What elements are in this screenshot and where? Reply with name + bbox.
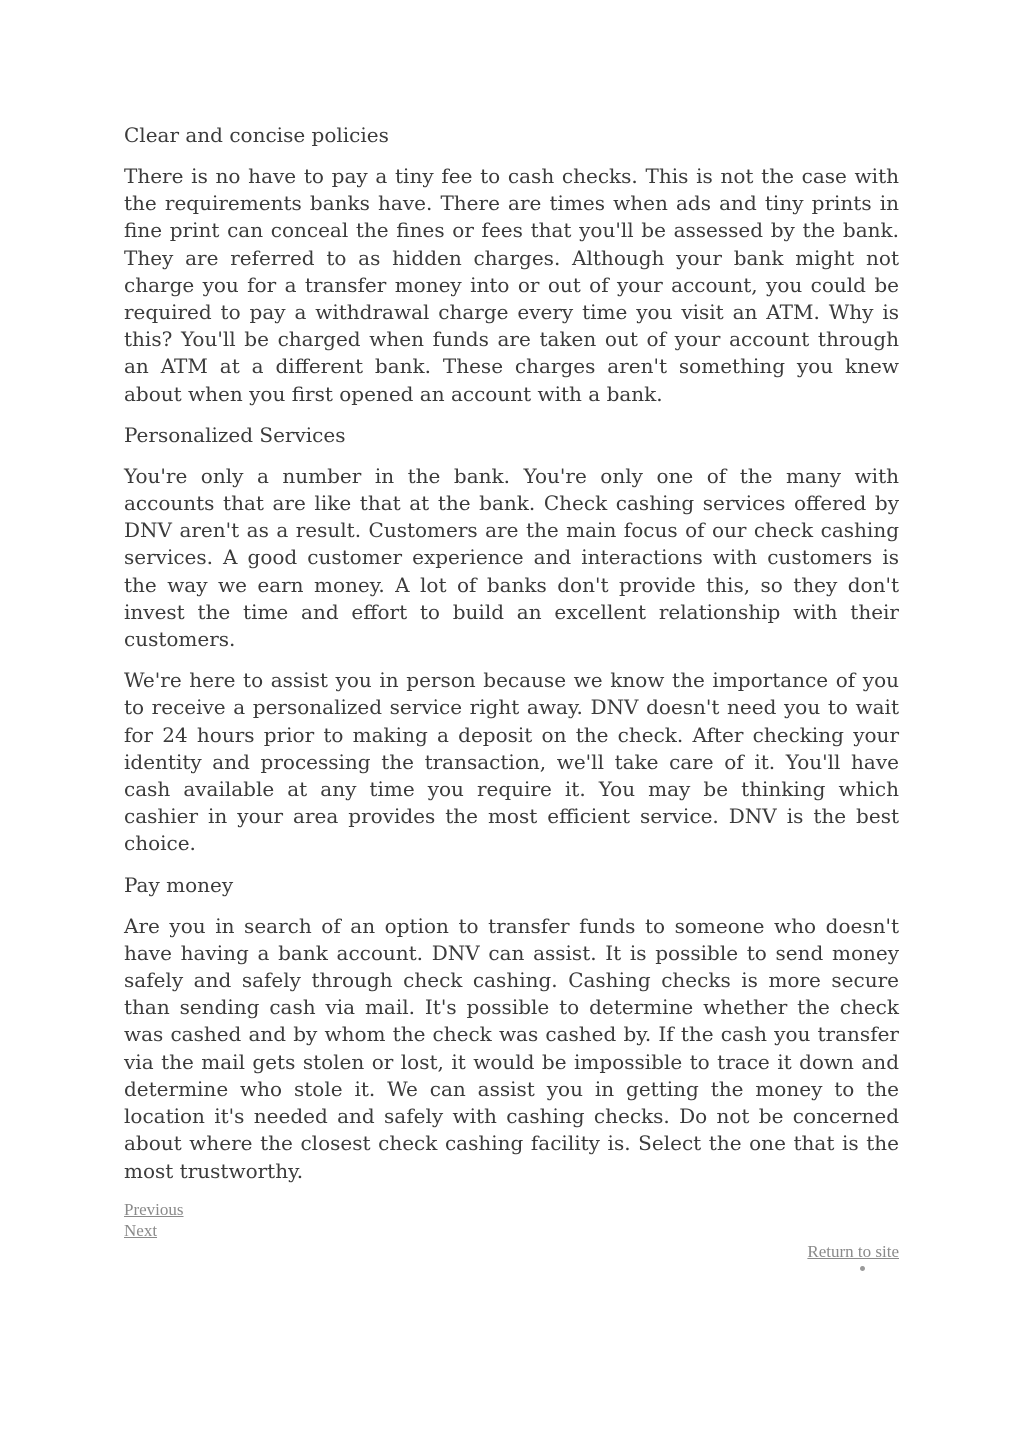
pagination-nav [124,1199,899,1241]
section-heading-personalized-services: Personalized Services [124,422,346,447]
paragraph-personalized-2: We're here to assist you in person because we know the importance of you to receive a personalized service right away. DNV doesn't need you to wait for 24 hours prior to making a deposit on the check. After checking your identity and processing the transaction, we'll take care of it. You'll have cash available at any time you require it. You may be thinking which cashier in your area provides the most efficient service. DNV is the best choice. [124,668,899,856]
previous-link[interactable]: Previous [124,1199,184,1219]
document-page [124,122,899,1285]
paragraph-personalized-1: You're only a number in the bank. You're only one of the many with accounts that are like that at the bank. Check cashing services offered by DNV aren't as a result. Customers are the main focus of our check cashing services. A good customer experience and interactions with customers is the way we earn money. A lot of banks don't provide this, so they don't invest the time and effort to build an excellent relationship with their customers. [124,463,899,652]
paragraph-policies: There is no have to pay a tiny fee to cash checks. This is not the case with the requirements banks have. There are times when ads and tiny prints in fine print can conceal the fines or fees that you'll be assessed by the bank. They are referred to as hidden charges. Although your bank might not charge you for a transfer money into or out of your account, you could be required to pay a withdrawal charge every time you visit an ATM. Why is this? You'll be charged when funds are taken out of your account through an ATM at a different bank. These charges aren't something you knew about when you first opened an account with a bank. [124,164,899,406]
section-heading-pay-money: Pay money [124,872,234,897]
return-container [124,1241,899,1285]
return-to-site-link[interactable]: Return to site [807,1241,899,1261]
bullet-dot-icon [860,1266,865,1271]
next-link[interactable]: Next [124,1220,158,1240]
return-row [124,1241,899,1262]
section-heading-policies: Clear and concise policies [124,123,389,147]
paragraph-pay-money: Are you in search of an option to transfer funds to someone who doesn't have having a bank account. DNV can assist. It is possible to send money safely and safely through check cashing. Cashing checks is more secure than sending cash via mail. It's possible to determine whether the check was cashed and by whom the check was cashed by. If the cash you transfer via the mail gets stolen or lost, it would be impossible to trace it down and determine who stole it. We can assist you in getting the money to the location it's needed and safely with cashing checks. Do not be concerned about where the closest check cashing facility is. Select the one that is the most trustworthy. [124,913,899,1183]
